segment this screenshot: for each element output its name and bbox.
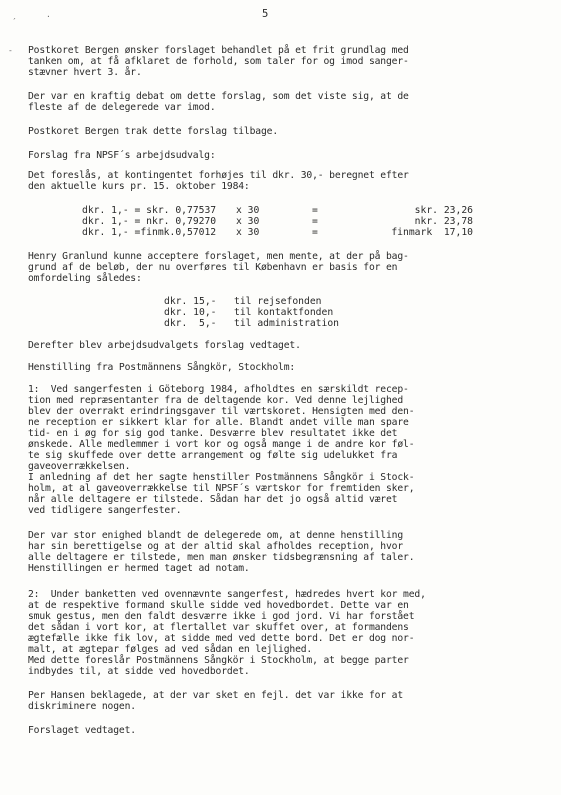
text-line: Postkoret Bergen trak dette forslag tilbage. xyxy=(28,126,279,137)
text-line: ved tidligere sangerfester. xyxy=(28,505,182,516)
result-cell: skr. 23,26 xyxy=(414,205,473,216)
section-heading: Henstilling fra Postmännens Sångkör, Stockholm: xyxy=(28,362,296,373)
equals-cell: = xyxy=(312,205,318,216)
text-line: Per Hansen beklagede, at der var sket en fejl. det var ikke for at xyxy=(28,690,404,701)
equals-cell: = xyxy=(312,216,318,227)
text-line: indbydes til, at sidde ved hovedbordet. xyxy=(28,666,250,677)
text-line: fleste af de delegerede var imod. xyxy=(28,102,216,113)
text-line: når alle deltagere er tilstede. Sådan har det jo også altid været xyxy=(28,494,398,505)
result-cell: nkr. 23,78 xyxy=(414,216,473,227)
text-line: Derefter blev arbejdsudvalgets forslag vedtaget. xyxy=(28,340,301,351)
text-line: 2: Under banketten ved ovennævnte sangerfest, hædredes hvert kor med, xyxy=(28,589,426,600)
page-number: 5 xyxy=(262,8,269,20)
text-line: stævner hvert 3. år. xyxy=(28,67,142,78)
text-line: ønskede. Alle medlemmer i vort kor og også mange i de andre kor føl- xyxy=(28,439,415,450)
text-line: 1: Ved sangerfesten i Göteborg 1984, afholdtes en særskildt recep- xyxy=(28,384,409,395)
scan-mark: - xyxy=(8,46,13,55)
text-line: tanken om, at få afklaret de forhold, som taler for og imod sanger- xyxy=(28,56,409,67)
multiplier-cell: x 30 xyxy=(236,216,260,227)
text-line: diskriminere nogen. xyxy=(28,701,136,712)
text-line: I anledning af det her sagte henstiller Postmännens Sångkör i Stock- xyxy=(28,472,415,483)
result-cell: finmark 17,10 xyxy=(391,227,473,238)
amount-cell: dkr. 10,- xyxy=(164,307,217,318)
rate-cell: dkr. 1,- = skr. 0,77537 xyxy=(82,205,217,216)
text-line: Det foreslås, at kontingentet forhøjes til dkr. 30,- beregnet efter xyxy=(28,170,409,181)
text-line: alle deltagere er tilstede, men man ønsker tidsbegrænsning af taler. xyxy=(28,552,415,563)
text-line: smuk gestus, men den faldt desværre ikke i god jord. Vi har forstået xyxy=(28,611,415,622)
text-line: te sig skuffede over dette arrangement og følte sig udelukket fra xyxy=(28,450,398,461)
text-line: blev der overrakt erindringsgaver til værtskoret. Hensigten med den- xyxy=(28,406,415,417)
rate-cell: dkr. 1,- = nkr. 0,79270 xyxy=(82,216,217,227)
text-line: ægtefælle ikke fik lov, at sidde med ved dette bord. Det er dog nor- xyxy=(28,633,415,644)
text-line: holm, at al gaveoverrækkelse til NPSF´s værtskor for fremtiden sker, xyxy=(28,483,415,494)
fund-cell: til administration xyxy=(234,318,339,329)
scan-mark: ˏ xyxy=(12,10,17,19)
multiplier-cell: x 30 xyxy=(236,227,260,238)
amount-cell: dkr. 15,- xyxy=(164,296,217,307)
text-line: omfordeling således: xyxy=(28,273,142,284)
text-line: Henstillingen er hermed taget ad notam. xyxy=(28,563,250,574)
text-line: tid- en i øg for sig god tanke. Desværre blev resultatet ikke det xyxy=(28,428,398,439)
text-line: Der var en kraftig debat om dette forslag, som det viste sig, at de xyxy=(28,91,409,102)
section-heading: Forslag fra NPSF´s arbejdsudvalg: xyxy=(28,150,216,161)
rate-cell: dkr. 1,- =finmk.0,57012 xyxy=(82,227,217,238)
text-line: Henry Granlund kunne acceptere forslaget, men mente, at der på bag- xyxy=(28,251,409,262)
equals-cell: = xyxy=(312,227,318,238)
text-line: tion med repræsentanter fra de deltagende kor. Ved denne lejlighed xyxy=(28,395,404,406)
text-line: Forslaget vedtaget. xyxy=(28,725,136,736)
text-line: Der var stor enighed blandt de delegerede om, at denne henstilling xyxy=(28,530,404,541)
scan-mark: · xyxy=(46,12,51,21)
text-line: har sin berettigelse og at der altid skal afholdes reception, hvor xyxy=(28,541,404,552)
text-line: Postkoret Bergen ønsker forslaget behandlet på et frit grundlag med xyxy=(28,45,409,56)
text-line: det sådan i vort kor, at flertallet var skuffet over, at formandens xyxy=(28,622,409,633)
text-line: at de respektive formand skulle sidde ved hovedbordet. Dette var en xyxy=(28,600,409,611)
text-line: Med dette foreslår Postmännens Sångkör i Stockholm, at begge parter xyxy=(28,655,409,666)
amount-cell: dkr. 5,- xyxy=(164,318,217,329)
fund-cell: til rejsefonden xyxy=(234,296,322,307)
text-line: den aktuelle kurs pr. 15. oktober 1984: xyxy=(28,181,250,192)
text-line: gaveoverrækkelsen. xyxy=(28,461,131,472)
text-line: malt, at ægtepar følges ad ved sådan en lejlighed. xyxy=(28,644,313,655)
multiplier-cell: x 30 xyxy=(236,205,260,216)
text-line: ne reception er sikkert klar for alle. Blandt andet ville man spare xyxy=(28,417,409,428)
fund-cell: til kontaktfonden xyxy=(234,307,334,318)
text-line: grund af de beløb, der nu overføres til København er basis for en xyxy=(28,262,398,273)
